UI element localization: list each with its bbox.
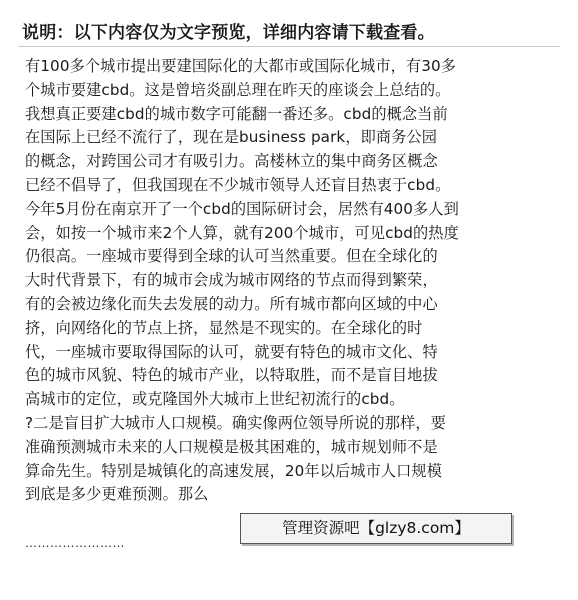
text-line: 挤，向网络化的节点上挤，显然是不现实的。在全球化的时	[25, 318, 423, 337]
text-line: 高城市的定位，或克隆国外大城市上世纪初流行的cbd。	[25, 390, 405, 409]
text-line: 我想真正要建cbd的城市数字可能翻一番还多。cbd的概念当前	[25, 104, 448, 123]
text-line: 已经不倡导了，但我国现在不少城市领导人还盲目热衷于cbd。	[25, 175, 451, 194]
truncation-ellipsis: ……………………	[25, 536, 125, 550]
text-line: 会，如按一个城市来2个人算，就有200个城市，可见cbd的热度	[25, 223, 459, 242]
text-line: 大时代背景下，有的城市会成为城市网络的节点而得到繁荣，	[25, 271, 438, 290]
text-line: 个城市要建cbd。这是曾培炎副总理在昨天的座谈会上总结的。	[25, 80, 451, 99]
text-line: 仍很高。一座城市要得到全球的认可当然重要。但在全球化的	[25, 247, 438, 266]
text-line: 代，一座城市要取得国际的认可，就要有特色的城市文化、特	[25, 342, 438, 361]
text-line: 今年5月份在南京开了一个cbd的国际研讨会，居然有400多人到	[25, 199, 459, 218]
text-line: 算命先生。特别是城镇化的高速发展，20年以后城市人口规模	[25, 461, 443, 480]
text-line: 到底是多少更难预测。那么	[25, 485, 209, 504]
text-line: 的概念，对跨国公司才有吸引力。高楼林立的集中商务区概念	[25, 152, 438, 171]
text-line: 有100多个城市提出要建国际化的大都市或国际化城市，有30多	[25, 57, 457, 75]
header-divider	[18, 46, 560, 47]
text-line: 在国际上已经不流行了，现在是business park，即商务公园	[25, 128, 438, 147]
preview-notice: 说明：以下内容仅为文字预览，详细内容请下载查看。	[22, 23, 435, 43]
text-line: 色的城市风貌、特色的城市产业，以特取胜，而不是盲目地拔	[25, 366, 438, 385]
watermark-banner: 管理资源吧【glzy8.com】	[240, 513, 512, 544]
text-line: 有的会被边缘化而失去发展的动力。所有城市都向区域的中心	[25, 294, 438, 313]
document-body	[25, 55, 560, 507]
text-line: 准确预测城市未来的人口规模是极其困难的，城市规划师不是	[25, 437, 438, 456]
text-line: ?二是盲目扩大城市人口规模。确实像两位领导所说的那样，要	[25, 413, 446, 432]
